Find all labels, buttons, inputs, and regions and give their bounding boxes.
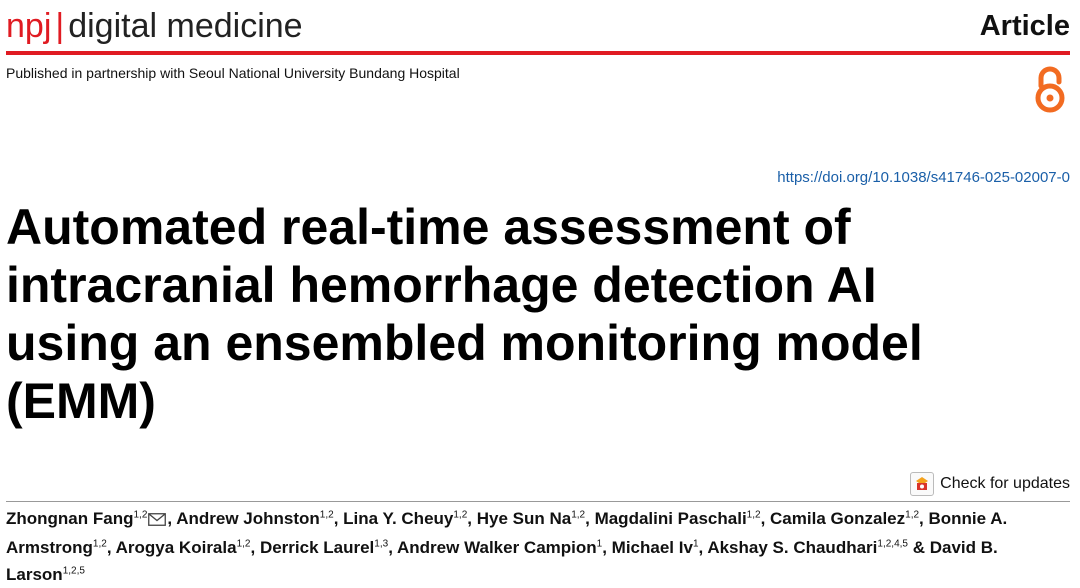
author-name[interactable]: Lina Y. Cheuy (343, 509, 454, 528)
author-affiliation[interactable]: 1,2,4,5 (877, 538, 908, 550)
author-affiliation[interactable]: 1,2 (236, 538, 251, 550)
author-name[interactable]: Zhongnan Fang (6, 509, 134, 528)
author-separator: , (467, 509, 477, 528)
author-affiliation[interactable]: 1,2 (133, 509, 148, 521)
journal-prefix: npj (6, 7, 52, 45)
author-affiliation[interactable]: 1,2 (319, 509, 334, 521)
doi-link[interactable]: https://doi.org/10.1038/s41746-025-02007-0 (777, 169, 1070, 186)
author-separator: , (250, 538, 260, 557)
author-affiliation[interactable]: 1,2 (746, 509, 761, 521)
email-envelope-icon[interactable] (148, 507, 166, 534)
open-access-icon (1031, 66, 1069, 114)
author-name[interactable]: Bonnie A. Armstrong (6, 509, 1008, 557)
author-separator: , (333, 509, 344, 528)
author-name[interactable]: Camila Gonzalez (770, 509, 906, 528)
author-separator: , (106, 538, 116, 557)
header-divider (6, 51, 1070, 55)
article-type-label: Article (979, 10, 1070, 42)
check-updates-icon (910, 472, 934, 496)
author-name[interactable]: Andrew Walker Campion (397, 538, 597, 557)
author-affiliation[interactable]: 1,2 (92, 538, 107, 550)
author-name[interactable]: Derrick Laurel (259, 538, 375, 557)
author-name[interactable]: Arogya Koirala (115, 538, 237, 557)
author-separator: , (388, 538, 398, 557)
author-separator: , (167, 509, 177, 528)
check-for-updates-button[interactable] (910, 472, 1070, 496)
partnership-statement: Published in partnership with Seoul National University Bundang Hospital (6, 65, 460, 81)
author-name[interactable]: Akshay S. Chaudhari (707, 538, 878, 557)
author-affiliation[interactable]: 1,2 (453, 509, 468, 521)
author-separator: , (698, 538, 708, 557)
author-name[interactable]: David B. Larson (6, 538, 998, 584)
author-separator: , (919, 509, 929, 528)
check-updates-label: Check for updates (940, 475, 1070, 492)
author-list (6, 505, 1046, 588)
author-name[interactable]: Andrew Johnston (176, 509, 320, 528)
authors-divider (6, 501, 1070, 502)
author-affiliation[interactable]: 1,2 (905, 509, 920, 521)
author-separator: , (760, 509, 771, 528)
author-affiliation[interactable]: 1 (596, 538, 603, 550)
author-separator: , (585, 509, 595, 528)
journal-separator: | (55, 7, 65, 45)
author-affiliation[interactable]: 1,2,5 (62, 565, 85, 577)
journal-name: digital medicine (68, 7, 303, 45)
author-separator: & (907, 538, 930, 557)
author-affiliation[interactable]: 1,2 (571, 509, 586, 521)
author-affiliation[interactable]: 1,3 (374, 538, 389, 550)
article-title: Automated real-time assessment of intracranial hemorrhage detection AI using an ensembled monitoring model (EMM) (6, 199, 923, 429)
author-separator: , (602, 538, 612, 557)
author-name[interactable]: Michael Iv (611, 538, 693, 557)
journal-logo[interactable] (6, 6, 303, 46)
author-name[interactable]: Hye Sun Na (476, 509, 572, 528)
author-name[interactable]: Magdalini Paschali (594, 509, 747, 528)
author-affiliation[interactable]: 1 (692, 538, 699, 550)
journal-header (6, 4, 1070, 50)
